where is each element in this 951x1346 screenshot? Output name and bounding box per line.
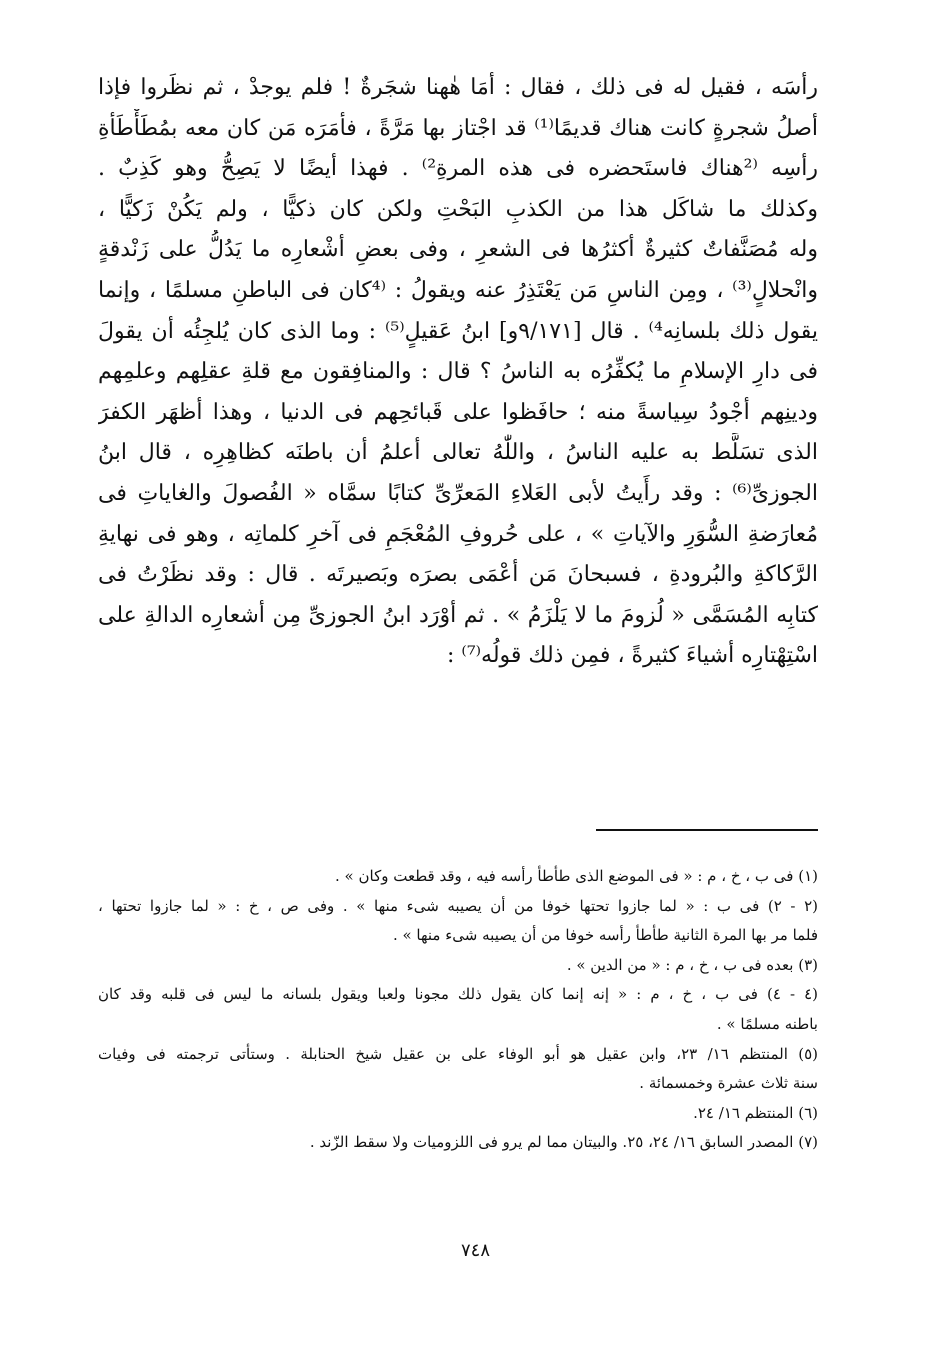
text-line: وكذلك ما شاكَل هذا من الكذبِ البَحْتِ ولكن كان ذكيًّا ، ولم يَكُنْ زَكيًّا ، (98, 196, 818, 222)
page-body (98, 68, 818, 677)
text-line: أصلُ شجرةٍ كانت هناك قديمًا⁽¹⁾ قد اجْتاز بها مَرَّةً ، فأمَرَه مَن كان معه بمُطَأْطَأةِ (98, 115, 818, 141)
text-line: ودينِهم أجْودُ سِياسةً منه ؛ حافَظوا على قَبائحِهم فى الدنيا ، وهذا أظهَر الكفرَ (98, 399, 818, 425)
text-line: وله مُصَنَّفاتٌ كثيرةٌ أكثرُها فى الشعرِ ، وفى بعضِ أشْعارِه ما يَدُلُّ على زَنْدقةٍ (98, 237, 818, 263)
text-line: كتابِه المُسَمَّى « لُزومَ ما لا يَلْزَمُ » . ثم أوْرَد ابنُ الجوزىِّ مِن أشعارِه الدالةِ على (98, 602, 818, 628)
text-line: فى دارِ الإسلامِ ما يُكفِّرُه به الناسُ ؟ قال : والمنافِقون مع قلةِ عقلِهم وعلمِهم (98, 359, 818, 385)
text-line: الجوزىِّ⁽⁶⁾ : وقد رأَيتُ لأبى العَلاءِ المَعرِّىِّ كتابًا سمَّاه « الفُصولَ والغاياتِ فى (98, 480, 818, 506)
footnote-line: (٦) المنتظم ١٦/ ٢٤. (693, 1103, 818, 1122)
text-line: رأسَه ، فقيل له فى ذلك ، فقال : أمَا هٰهنا شجَرةٌ ! فلم يوجدْ ، ثم نظَروا فإذا (98, 75, 818, 100)
footnote-line: (٢ - ٢) فى ب : « لما جازوا تحتها خوفا من أن يصيبه شىء منها » . وفى ص ، خ : « لما جازوا تحتها ، (98, 896, 818, 915)
text-line: مُعارَضةِ السُّوَرِ والآياتِ » ، على حُروفِ المُعْجَمِ فى آخرِ كلماتِه ، وهو فى نهايةِ (98, 521, 818, 547)
text-line: رأسِه ⁽²هناك فاستَحضره فى هذه المرةِ²⁾ . فهذا أيضًا لا يَصِحُّ وهو كَذِبٌ . (98, 156, 818, 182)
footnote-line: (٤ - ٤) فى ب ، خ ، م : « إنه إنما كان يقول ذلك مجونا ولعبا ويقول بلسانه ما ليس فى قلبه وقد كان (98, 985, 818, 1004)
text-line: اسْتِهْتارِه أشياءَ كثيرةً ، فمِن ذلك قولُه⁽⁷⁾ : (447, 643, 818, 669)
footnote-line: باطنه مسلمًا » . (716, 1014, 818, 1033)
footnote-line: (١) فى ب ، خ ، م : « فى الموضع الذى طأطأ رأسه فيه ، وقد قطعت وكان » . (335, 867, 818, 885)
footnote-line: (٥) المنتظم ١٦/ ٢٣، وابن عقيل هو أبو الوفاء على بن عقيل شيخ الحنابلة . وستأتى ترجمته فى وفيات (98, 1044, 818, 1063)
page-number: ٧٤٨ (460, 1240, 490, 1261)
main-text (98, 68, 818, 677)
text-line: الذى تسَلَّط به عليه الناسُ ، واللّٰهُ تعالى أعلمُ أن باطنَه كظاهِرِه ، قال ابنُ (98, 440, 818, 466)
text-line: الرَّكاكةِ والبُرودةِ ، فسبحانَ مَن أعْمَى بصرَه وبَصيرتَه . قال : وقد نظَرْتُ فى (98, 562, 818, 588)
text-line: وانْحلالٍ⁽³⁾ ، ومِن الناسِ مَن يَعْتَذِرُ عنه ويقولُ : ⁽⁴كان فى الباطنِ مسلمًا ، وإنما (98, 277, 818, 303)
footnote-divider (596, 829, 818, 831)
footnote-line: (٣) بعده فى ب ، خ ، م : « من الدين » . (566, 955, 818, 974)
text-line: يقول ذلك بلسانِه⁴⁾ . قال [٩/١٧١و] ابنُ عَقيلٍ⁽⁵⁾ : وما الذى كان يُلجِئُه أن يقولَ (98, 318, 818, 344)
footnote-line: فلما مر بها المرة الثانية طأطأ رأسه خوفا من أن يصيبه شىء منها » . (392, 926, 818, 945)
footnotes (98, 862, 818, 1158)
footnote-line: (٧) المصدر السابق ١٦/ ٢٤، ٢٥. والبيتان مما لم يرو فى اللزوميات ولا سقط الزّند . (309, 1133, 818, 1152)
footnote-line: سنة ثلاث عشرة وخمسمائة . (639, 1074, 818, 1093)
